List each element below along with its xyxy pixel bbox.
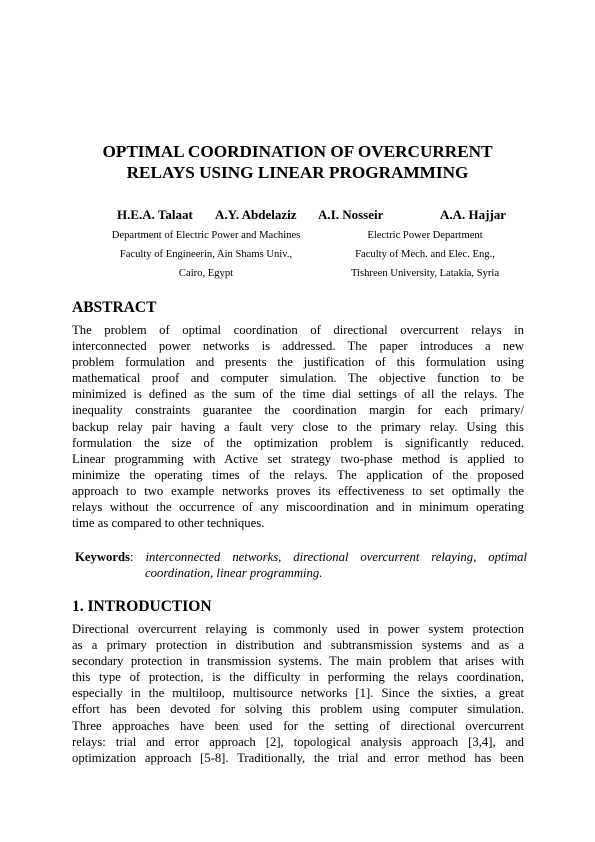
text-line: time as compared to other techniques. — [72, 516, 265, 531]
title-line: RELAYS USING LINEAR PROGRAMMING — [126, 163, 469, 182]
text-line: formulation the size of the optimization problem is significantly reduced. — [72, 435, 524, 450]
author-list — [0, 207, 595, 227]
paper-title — [60, 141, 535, 183]
abstract-body — [72, 322, 524, 531]
affiliation-line: Department of Electric Power and Machines — [111, 230, 301, 241]
text-line: approach to two example networks proves its effectiveness to set optimally the — [72, 483, 524, 498]
affiliation-right — [330, 226, 520, 283]
text-line: interconnected power networks is addressed. The paper introduces a new — [72, 339, 524, 354]
affiliation-line: Faculty of Engineerin, Ain Shams Univ., — [119, 249, 293, 260]
text-line: Directional overcurrent relaying is commonly used in power system protection — [72, 622, 524, 636]
keywords-separator: : — [129, 550, 134, 564]
author-name: A.Y. Abdelaziz — [215, 207, 297, 222]
keywords-label: Keywords — [75, 550, 130, 564]
text-line: relays: trial and error approach [2], topological analysis approach [3,4], and — [72, 734, 524, 749]
keywords-text: interconnected networks, directional overcurrent relaying, optimal — [145, 550, 528, 564]
affiliation-line: Electric Power Department — [367, 230, 483, 241]
text-line: as a primary protection in distribution and subtransmission systems and as a — [72, 638, 524, 653]
text-line: backup relay pair having a fault very close to the primary relay. Using this — [72, 419, 524, 434]
text-line: optimization approach [5-8]. Traditionally, the trial and error method has been — [72, 750, 524, 765]
introduction-heading: 1. INTRODUCTION — [72, 598, 212, 615]
text-line: especially in the multiloop, multisource networks [1]. Since the sixties, a great — [72, 686, 524, 701]
author-name: A.A. Hajjar — [440, 207, 507, 222]
affiliation-line: Faculty of Mech. and Elec. Eng., — [355, 249, 495, 260]
text-line: Linear programming with Active set strategy two-phase method is applied to — [72, 451, 524, 466]
text-line: mathematical proof and computer simulation. The objective function to be — [72, 371, 524, 386]
introduction-body — [72, 621, 524, 766]
keywords-line — [75, 549, 527, 565]
author-name: H.E.A. Talaat — [117, 207, 193, 222]
text-line: problem formulation and presents the justification of this formulation using — [72, 355, 524, 370]
text-line: secondary protection in transmission systems. The main problem that arises with — [72, 654, 524, 669]
abstract-heading: ABSTRACT — [72, 299, 157, 316]
keywords-text: coordination, linear programming. — [145, 566, 323, 581]
text-line: minimized is defined as the sum of the time dial settings of all the relays. The — [72, 387, 524, 402]
text-line: inequality constraints guarantee the coordination margin for each primary/ — [72, 403, 524, 418]
text-line: this type of protection, is the difficulty in performing the relays coordination, — [72, 670, 524, 685]
affiliation-left — [86, 226, 326, 283]
affiliation-line: Tishreen University, Latakia, Syria — [350, 268, 500, 279]
title-line: OPTIMAL COORDINATION OF OVERCURRENT — [102, 142, 493, 161]
text-line: The problem of optimal coordination of directional overcurrent relays in — [72, 323, 524, 337]
author-name: A.I. Nosseir — [318, 207, 384, 222]
text-line: effort has been devoted for solving this problem using computer simulation. — [72, 702, 524, 717]
text-line: minimize the operating times of the relays. The application of the proposed — [72, 467, 524, 482]
affiliation-line: Cairo, Egypt — [178, 268, 234, 279]
text-line: Three approaches have been used for the setting of directional overcurrent — [72, 718, 524, 733]
text-line: relays without the occurrence of any miscoordination and in minimum operating — [72, 500, 524, 515]
keywords-block — [75, 549, 527, 581]
